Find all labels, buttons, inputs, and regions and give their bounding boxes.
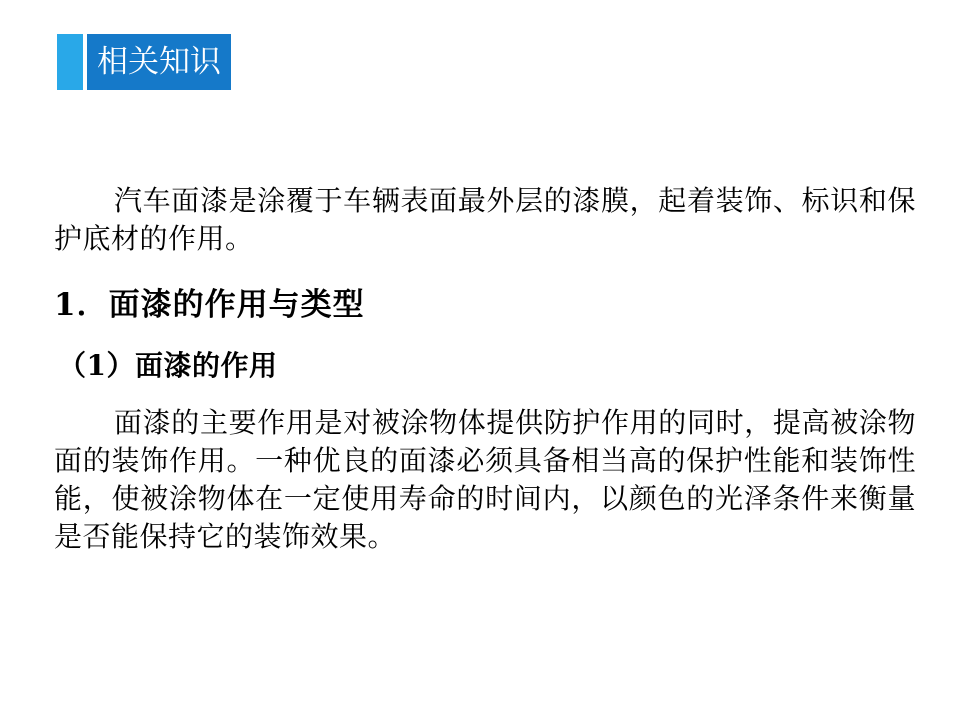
subsection-paragraph: 面漆的主要作用是对被涂物体提供防护作用的同时，提高被涂物面的装饰作用。一种优良的面漆必须具备相当高的保护性能和装饰性能，使被涂物体在一定使用寿命的时间内，以颜色的光泽条件来衡量是否能保持它的装饰效果。 [54,406,916,553]
subsection-heading: （1）面漆的作用 [58,349,278,382]
section-header [57,34,231,90]
section-heading: 1．面漆的作用与类型 [54,287,365,323]
intro-paragraph: 汽车面漆是涂覆于车辆表面最外层的漆膜，起着装饰、标识和保护底材的作用。 [54,184,916,255]
header-title: 相关知识 [87,34,231,90]
header-accent-bar [57,34,83,90]
